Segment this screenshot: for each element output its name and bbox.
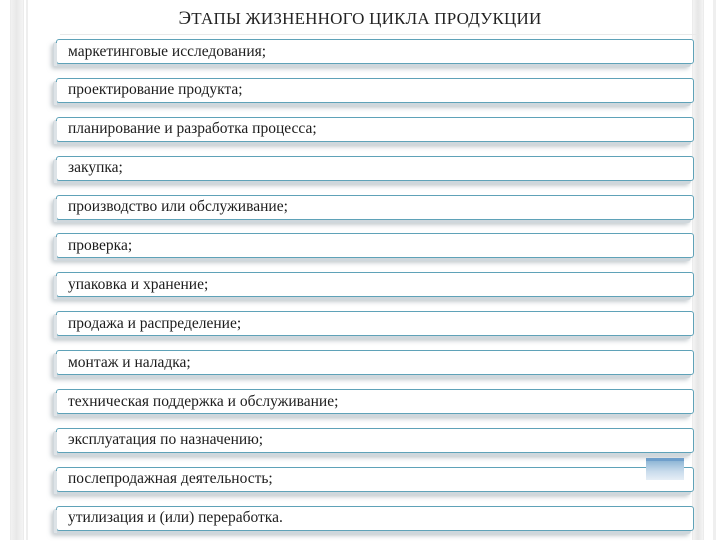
list-item-text: маркетинговые исследования; — [68, 42, 267, 60]
list-item-text: послепродажная деятельность; — [68, 470, 273, 488]
list-item — [56, 39, 694, 64]
list-item — [56, 389, 694, 414]
list-item — [56, 311, 694, 336]
left-decorative-rail — [10, 0, 24, 540]
list-item — [56, 506, 694, 531]
list-item-text: производство или обслуживание; — [68, 198, 288, 216]
list-item — [56, 233, 694, 258]
list-item-text: монтаж и наладка; — [68, 353, 191, 371]
list-item — [56, 156, 694, 181]
list-item-text: техническая поддержка и обслуживание; — [68, 392, 339, 410]
list-item-text: упаковка и хранение; — [68, 275, 209, 293]
right-decorative-line — [713, 0, 716, 540]
list-item-text: утилизация и (или) переработка. — [68, 509, 283, 527]
slide-title — [0, 8, 720, 30]
list-item-text: закупка; — [68, 159, 123, 177]
list-item — [56, 350, 694, 375]
list-item — [56, 195, 694, 220]
list-item-text: проектирование продукта; — [68, 81, 243, 99]
left-decorative-line — [26, 0, 28, 540]
lifecycle-stages-list — [56, 39, 694, 545]
list-item — [56, 117, 694, 142]
list-item-text: эксплуатация по назначению; — [68, 431, 264, 449]
slide-title-initial: Э — [178, 8, 192, 29]
list-item-text: продажа и распределение; — [68, 314, 242, 332]
list-item — [56, 78, 694, 103]
list-item-text: проверка; — [68, 236, 133, 254]
list-item — [56, 467, 694, 492]
title-divider — [60, 34, 700, 35]
list-item — [56, 428, 694, 453]
list-item-text: планирование и разработка процесса; — [68, 120, 317, 138]
list-item — [56, 272, 694, 297]
slide-title-text: ТАПЫ ЖИЗНЕННОГО ЦИКЛА ПРОДУКЦИИ — [191, 9, 542, 28]
decorative-accent-bar — [646, 458, 684, 480]
